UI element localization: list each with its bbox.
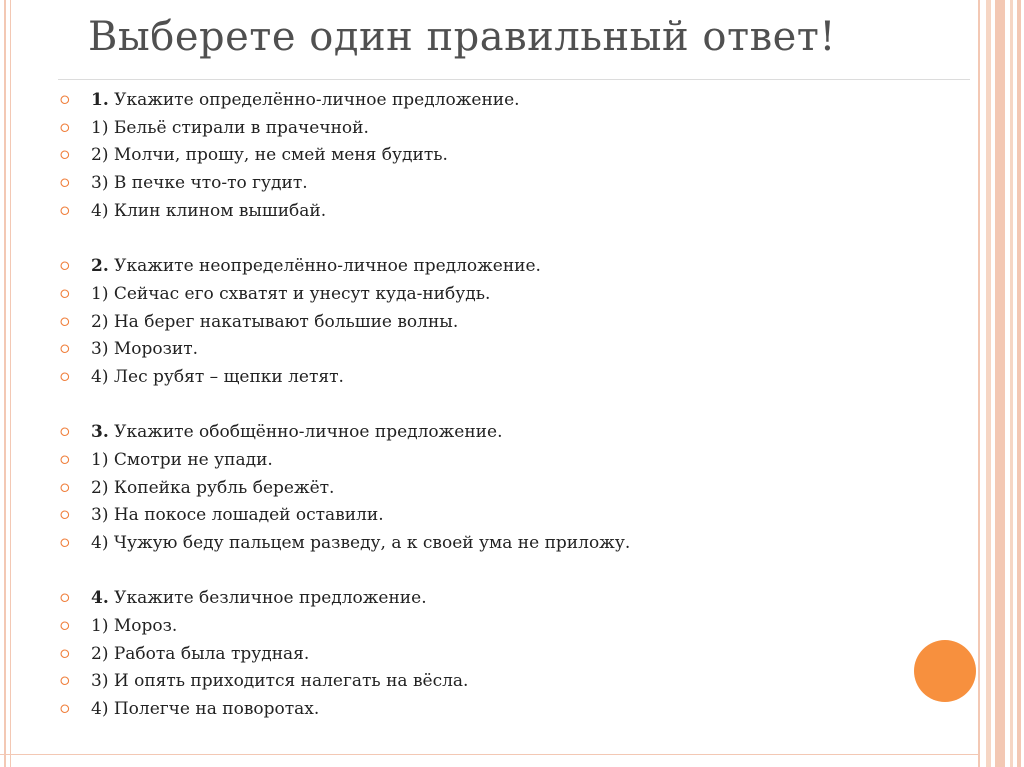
- left-border-line: [4, 0, 6, 767]
- bullet-icon: ⭘: [60, 148, 70, 163]
- answer-option-text: 2) Работа была трудная.: [91, 643, 310, 664]
- right-border-stripe: [995, 0, 1005, 767]
- answer-option-text: 1) Бельё стирали в прачечной.: [91, 117, 369, 138]
- answer-option: [60, 613, 960, 641]
- answer-option: [60, 447, 960, 475]
- bullet-icon: ⭘: [60, 369, 70, 384]
- answer-option-text: 3) И опять приходится налегать на вёсла.: [91, 671, 469, 692]
- question-number: 1.: [91, 90, 109, 110]
- bullet-icon: ⭘: [60, 176, 70, 191]
- spacer: [60, 392, 960, 420]
- answer-option: [60, 641, 960, 669]
- question-number: 3.: [91, 422, 109, 443]
- bullet-icon: ⭘: [60, 314, 70, 329]
- answer-option-text: 1) Сейчас его схватят и унесут куда-нибудь.: [91, 283, 491, 304]
- answer-option: [60, 475, 960, 503]
- bullet-icon: ⭘: [60, 591, 70, 606]
- question-2-prompt: [60, 253, 960, 281]
- answer-option-text: 1) Смотри не упади.: [91, 449, 273, 470]
- question-3-prompt: [60, 419, 960, 447]
- right-border-stripe: [1010, 0, 1013, 767]
- answer-option-text: 4) Лес рубят – щепки летят.: [91, 366, 344, 387]
- question-prompt: Укажите обобщённо-личное предложение.: [108, 422, 503, 443]
- right-border-stripe: [978, 0, 980, 767]
- question-prompt: Укажите неопределённо-личное предложение.: [108, 256, 541, 277]
- question-list: [60, 87, 960, 724]
- question-number: 2.: [91, 256, 109, 277]
- answer-option-text: 2) Молчи, прошу, не смей меня будить.: [91, 145, 448, 166]
- answer-option: [60, 309, 960, 337]
- answer-option: [60, 364, 960, 392]
- answer-option: [60, 502, 960, 530]
- title-divider: [58, 79, 970, 80]
- bullet-icon: ⭘: [60, 536, 70, 550]
- answer-option-text: 1) Мороз.: [91, 616, 178, 637]
- decorative-circle: [914, 640, 976, 702]
- bullet-icon: ⭘: [60, 452, 70, 467]
- answer-option: [60, 170, 960, 198]
- bullet-icon: ⭘: [60, 480, 70, 495]
- bullet-icon: ⭘: [60, 508, 70, 523]
- bullet-icon: ⭘: [60, 93, 70, 107]
- bullet-icon: ⭘: [60, 425, 70, 440]
- answer-option: [60, 336, 960, 364]
- answer-option-text: 3) В печке что-то гудит.: [91, 173, 308, 194]
- bullet-icon: ⭘: [60, 286, 70, 301]
- answer-option-text: 2) На берег накатывают большие волны.: [91, 311, 459, 332]
- left-border-line: [10, 0, 11, 767]
- slide-title: Выберете один правильный ответ!: [88, 14, 836, 60]
- answer-option-text: 3) Морозит.: [91, 339, 199, 360]
- answer-option: [60, 696, 960, 724]
- right-border-stripe: [986, 0, 991, 767]
- bottom-border-line: [0, 754, 978, 755]
- answer-option: [60, 198, 960, 226]
- bullet-icon: ⭘: [60, 674, 70, 689]
- spacer: [60, 225, 960, 253]
- answer-option-text: 3) На покосе лошадей оставили.: [91, 505, 384, 526]
- bullet-icon: ⭘: [60, 203, 70, 218]
- answer-option: [60, 281, 960, 309]
- answer-option: [60, 115, 960, 143]
- bullet-icon: ⭘: [60, 342, 70, 357]
- question-number: 4.: [91, 588, 109, 609]
- answer-option: [60, 530, 960, 558]
- bullet-icon: ⭘: [60, 259, 70, 274]
- right-border-stripe: [1017, 0, 1021, 767]
- question-1-prompt: [60, 87, 960, 115]
- spacer: [60, 558, 960, 586]
- question-prompt: Укажите безличное предложение.: [108, 588, 427, 609]
- question-prompt: Укажите определённо-личное предложение.: [108, 90, 520, 110]
- answer-option-text: 4) Полегче на поворотах.: [91, 699, 320, 720]
- answer-option: [60, 668, 960, 696]
- answer-option: [60, 142, 960, 170]
- answer-option-text: 4) Чужую беду пальцем разведу, а к своей ума не приложу.: [91, 533, 631, 553]
- question-4-prompt: [60, 585, 960, 613]
- answer-option-text: 4) Клин клином вышибай.: [91, 200, 327, 221]
- bullet-icon: ⭘: [60, 702, 70, 717]
- answer-option-text: 2) Копейка рубль бережёт.: [91, 477, 335, 498]
- bullet-icon: ⭘: [60, 120, 70, 135]
- bullet-icon: ⭘: [60, 619, 70, 634]
- bullet-icon: ⭘: [60, 646, 70, 661]
